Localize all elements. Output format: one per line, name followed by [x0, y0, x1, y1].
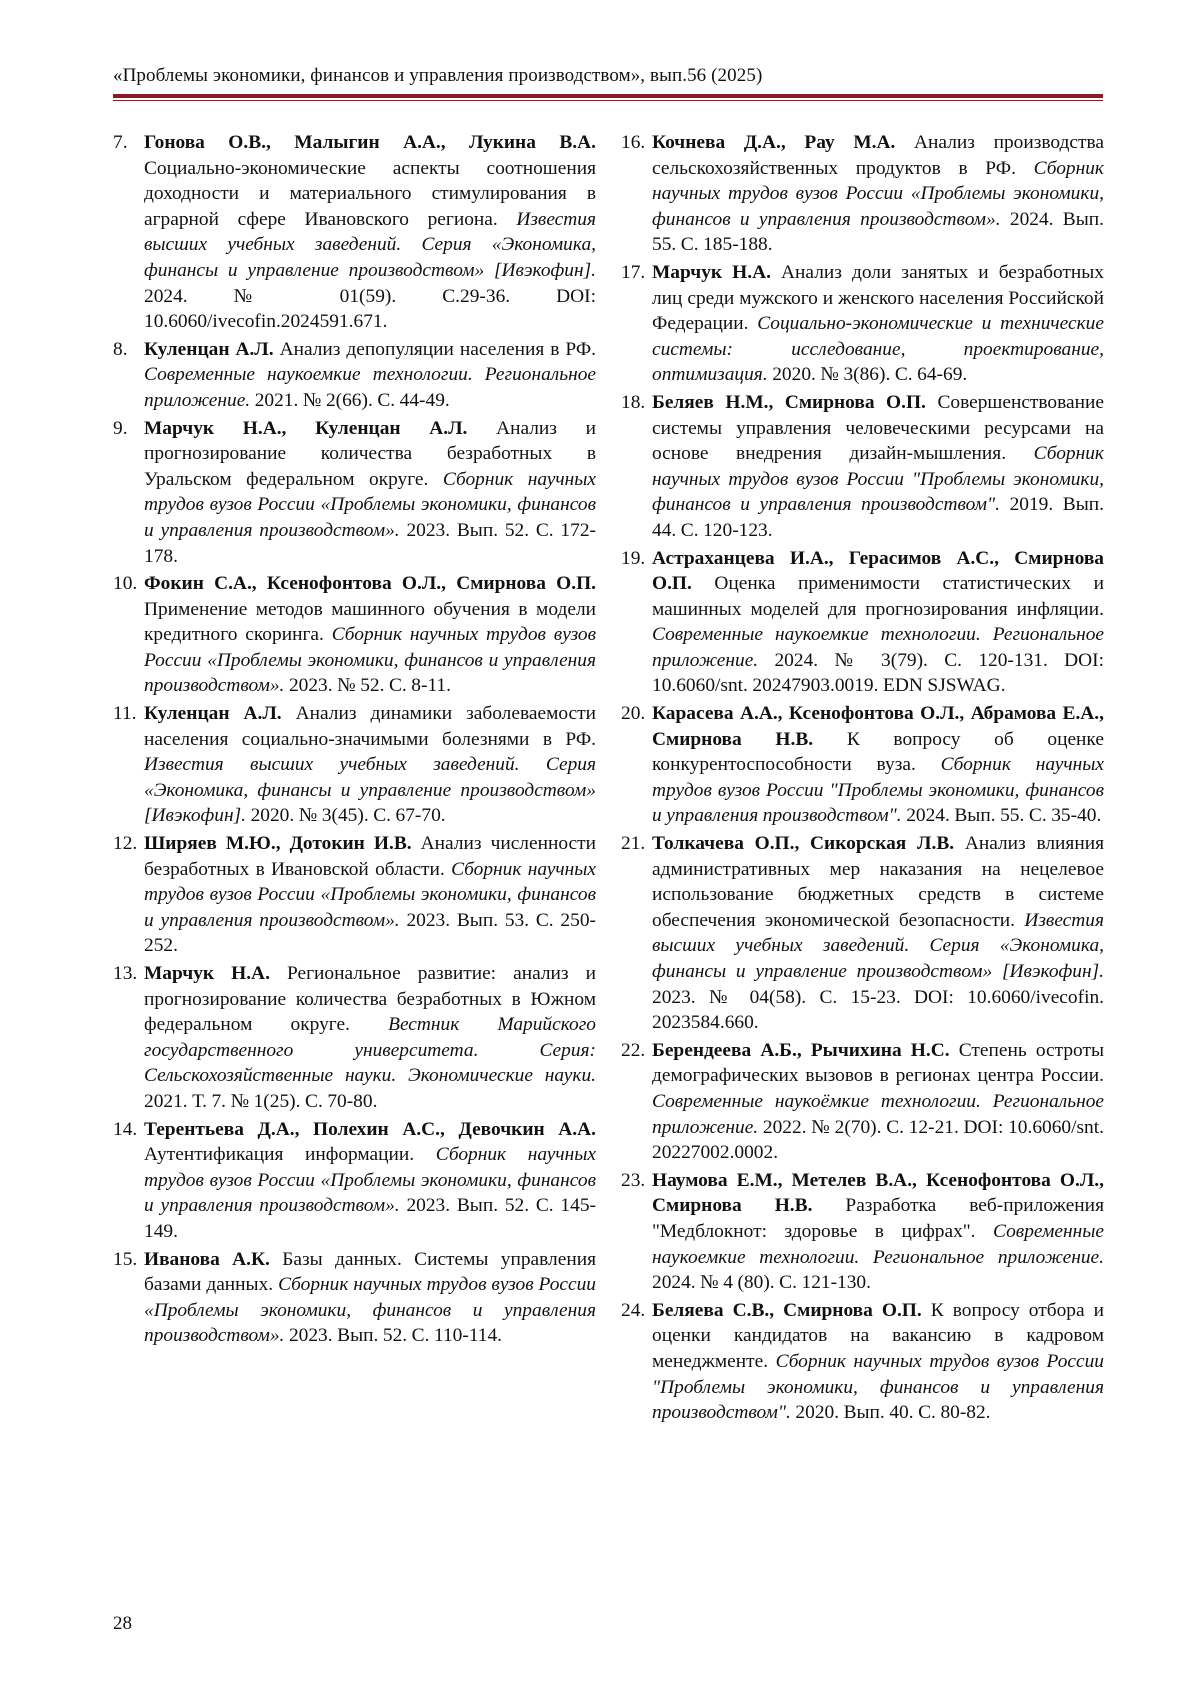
reference-details: 2023. Вып. 53. С. 250-252.	[144, 909, 596, 957]
reference-text	[144, 337, 596, 414]
references-right-column	[621, 130, 1104, 1428]
reference-title: Совершенствование системы управления человеческими ресурсами на основе внедрения дизайн-мышления.	[652, 391, 1104, 465]
reference-details: 2020. № 3(45). С. 67-70.	[250, 805, 446, 827]
reference-title: Анализ влияния административных мер наказания на нецелевое использование бюджетных средств в системе обеспечения экономической безопасности.	[652, 833, 1104, 931]
reference-source: Сборник научных трудов вузов России "Проблемы экономики, финансов и управления производством".	[652, 1350, 1104, 1424]
reference-item	[113, 1247, 596, 1349]
reference-source: Сборник научных трудов вузов России "Проблемы экономики, финансов и управления производством".	[652, 443, 1104, 516]
reference-source: Известия высших учебных заведений. Серия «Экономика, финансы и управление производством» [Ивэкофин].	[144, 208, 596, 281]
reference-title: Анализ доли занятых и безработных лиц среди мужского и женского населения Российской Федерации.	[652, 261, 1104, 335]
reference-text	[652, 130, 1104, 258]
reference-text	[144, 701, 596, 829]
reference-number: 22.	[621, 1039, 646, 1061]
reference-details: 2024. № 4 (80). С. 121-130.	[652, 1272, 871, 1294]
reference-text	[144, 961, 596, 1115]
reference-number: 10.	[113, 573, 138, 595]
reference-number: 23.	[621, 1169, 646, 1191]
reference-title: Анализ динамики заболеваемости населения социально-значимыми болезнями в РФ.	[144, 703, 596, 750]
reference-number: 19.	[621, 547, 646, 569]
reference-title: К вопросу об оценке конкурентоспособности вуза.	[652, 728, 1104, 776]
reference-details: 2020. № 3(86). С. 64-69.	[772, 364, 968, 386]
reference-authors: Марчук Н.А.	[652, 261, 771, 283]
reference-text	[144, 1117, 596, 1245]
reference-item	[113, 571, 596, 699]
header-rule-thin	[113, 100, 1103, 101]
reference-authors: Куленцан А.Л.	[144, 338, 274, 360]
reference-number: 11.	[113, 703, 137, 725]
reference-details: 2022. № 2(70). С. 12-21. DOI: 10.6060/snt. 20227002.0002.	[652, 1116, 1104, 1164]
running-header: «Проблемы экономики, финансов и управления производством», вып.56 (2025)	[113, 65, 763, 86]
reference-source: Сборник научных трудов вузов России «Проблемы экономики, финансов и управления производством».	[144, 1274, 596, 1347]
reference-authors: Кочнева Д.А., Рау М.А.	[652, 132, 896, 153]
reference-item	[113, 416, 596, 570]
reference-source: Сборник научных трудов вузов России «Проблемы экономики, финансов и управления производством».	[652, 157, 1104, 230]
reference-details: 2024. № 3(79). С. 120-131. DOI: 10.6060/snt. 20247903.0019. EDN SJSWAG.	[652, 649, 1104, 697]
reference-number: 7.	[113, 132, 128, 153]
reference-details: 2020. Вып. 40. С. 80-82.	[795, 1402, 991, 1424]
reference-details: 2024. Вып. 55. С. 185-188.	[652, 208, 1104, 256]
reference-text	[144, 831, 596, 959]
reference-number: 16.	[621, 132, 646, 153]
reference-details: 2023. № 04(58). С. 15-23. DOI: 10.6060/ivecofin. 2023584.660.	[652, 986, 1104, 1034]
reference-title: Аутентификация информации.	[144, 1144, 415, 1166]
header-rule-thick	[113, 94, 1103, 98]
reference-number: 15.	[113, 1248, 138, 1270]
reference-title: Региональное развитие: анализ и прогнозирование количества безработных в Южном федеральном округе.	[144, 963, 596, 1036]
reference-item	[621, 1038, 1104, 1166]
reference-details: 2024. № 01(59). С.29-36. DOI: 10.6060/ivecofin.2024591.671.	[144, 285, 596, 333]
reference-authors: Марчук Н.А., Куленцан А.Л.	[144, 417, 468, 439]
reference-item	[621, 546, 1104, 700]
page-number: 28	[113, 1613, 132, 1634]
reference-number: 20.	[621, 703, 646, 725]
reference-title: Разработка веб-приложения "Медблокнот: здоровье в цифрах".	[652, 1195, 1104, 1242]
reference-details: 2023. Вып. 52. С. 145-149.	[144, 1195, 596, 1242]
reference-authors: Гонова О.В., Малыгин А.А., Лукина В.А.	[144, 132, 596, 153]
reference-text	[652, 701, 1104, 829]
reference-title: Степень остроты демографических вызовов в регионах центра России.	[652, 1039, 1104, 1087]
reference-number: 12.	[113, 833, 138, 855]
reference-number: 9.	[113, 417, 128, 439]
reference-details: 2019. Вып. 44. С. 120-123.	[652, 494, 1104, 541]
reference-authors: Толкачева О.П., Сикорская Л.В.	[652, 833, 955, 855]
reference-text	[652, 1298, 1104, 1426]
reference-title: Оценка применимости статистических и машинных моделей для прогнозирования инфляции.	[652, 573, 1104, 620]
reference-authors: Астраханцева И.А., Герасимов А.С., Смирнова О.П.	[652, 547, 1104, 595]
reference-source: Сборник научных трудов вузов России «Проблемы экономики, финансов и управления производством».	[144, 624, 596, 697]
reference-item	[621, 260, 1104, 388]
reference-source: Известия высших учебных заведений. Серия «Экономика, финансы и управление производством» [Ивэкофин].	[144, 754, 596, 827]
reference-source: Известия высших учебных заведений. Серия «Экономика, финансы и управление производством» [Ивэкофин].	[652, 909, 1104, 982]
reference-details: 2024. Вып. 55. С. 35-40.	[906, 805, 1102, 827]
reference-source: Сборник научных трудов вузов России «Проблемы экономики, финансов и управления производством».	[144, 468, 596, 541]
reference-title: Анализ численности безработных в Ивановской области.	[144, 833, 596, 880]
reference-authors: Иванова А.К.	[144, 1248, 270, 1270]
reference-details: 2021. Т. 7. № 1(25). С. 70-80.	[144, 1090, 378, 1112]
reference-item	[113, 337, 596, 414]
reference-title: Анализ депопуляции населения в РФ.	[279, 338, 596, 360]
reference-source: Современные наукоемкие технологии. Региональное приложение.	[652, 1220, 1104, 1268]
reference-source: Сборник научных трудов вузов России «Проблемы экономики, финансов и управления производством».	[144, 1144, 596, 1217]
reference-item	[621, 390, 1104, 544]
reference-authors: Фокин С.А., Ксенофонтова О.Л., Смирнова О.П.	[144, 573, 596, 595]
reference-item	[113, 1117, 596, 1245]
reference-number: 21.	[621, 833, 646, 855]
reference-number: 8.	[113, 338, 128, 360]
reference-number: 17.	[621, 261, 646, 283]
reference-source: Социально-экономические и технические системы: исследование, проектирование, оптимизация.	[652, 313, 1104, 386]
reference-number: 14.	[113, 1118, 138, 1140]
reference-title: Базы данных. Системы управления базами данных.	[144, 1248, 596, 1296]
reference-source: Сборник научных трудов вузов России "Проблемы экономики, финансов и управления производством".	[652, 754, 1104, 827]
reference-title: Применение методов машинного обучения в модели кредитного скоринга.	[144, 598, 596, 646]
reference-item	[113, 130, 596, 335]
reference-text	[144, 1247, 596, 1349]
reference-source: Современные наукоемкие технологии. Региональное приложение.	[652, 624, 1104, 671]
reference-authors: Наумова Е.М., Метелев В.А., Ксенофонтова О.Л., Смирнова Н.В.	[652, 1169, 1104, 1217]
reference-item	[621, 701, 1104, 829]
reference-item	[113, 701, 596, 829]
reference-number: 13.	[113, 963, 138, 984]
reference-authors: Беляев Н.М., Смирнова О.П.	[652, 391, 926, 413]
reference-item	[621, 1298, 1104, 1426]
reference-title: Анализ производства сельскохозяйственных продуктов в РФ.	[652, 132, 1104, 179]
references-left-column	[113, 130, 596, 1351]
reference-authors: Беляева С.В., Смирнова О.П.	[652, 1299, 922, 1321]
reference-item	[621, 130, 1104, 258]
reference-details: 2023. Вып. 52. С. 172-178.	[144, 519, 596, 567]
reference-authors: Марчук Н.А.	[144, 963, 270, 984]
reference-authors: Ширяев М.Ю., Дотокин И.В.	[144, 833, 412, 855]
reference-authors: Берендеева А.Б., Рычихина Н.С.	[652, 1039, 950, 1061]
reference-authors: Терентьева Д.А., Полехин А.С., Девочкин А.А.	[144, 1118, 596, 1140]
reference-title: Анализ и прогнозирование количества безработных в Уральском федеральном округе.	[144, 417, 596, 490]
reference-text	[652, 260, 1104, 388]
reference-text	[652, 831, 1104, 1036]
reference-source: Современные наукоёмкие технологии. Региональное приложение.	[652, 1090, 1104, 1138]
reference-item	[621, 831, 1104, 1036]
reference-text	[652, 1038, 1104, 1166]
reference-number: 24.	[621, 1299, 646, 1321]
reference-item	[113, 961, 596, 1115]
reference-text	[652, 546, 1104, 700]
reference-text	[144, 571, 596, 699]
reference-title: Социально-экономические аспекты соотношения доходности и материального стимулирования в аграрной сфере Ивановского региона.	[144, 157, 596, 230]
reference-source: Вестник Марийского государственного университета. Серия: Сельскохозяйственные науки. Экономические науки.	[144, 1014, 596, 1087]
reference-item	[621, 1168, 1104, 1296]
reference-details: 2023. № 52. С. 8-11.	[288, 675, 451, 697]
reference-source: Сборник научных трудов вузов России «Проблемы экономики, финансов и управления производством».	[144, 858, 596, 931]
reference-source: Современные наукоемкие технологии. Региональное приложение.	[144, 364, 596, 411]
reference-text	[652, 1168, 1104, 1296]
reference-text	[144, 130, 596, 335]
reference-text	[652, 390, 1104, 544]
reference-details: 2021. № 2(66). С. 44-49.	[254, 389, 450, 411]
reference-authors: Куленцан А.Л.	[144, 703, 282, 725]
reference-item	[113, 831, 596, 959]
reference-number: 18.	[621, 391, 646, 413]
reference-details: 2023. Вып. 52. С. 110-114.	[288, 1325, 503, 1347]
reference-title: К вопросу отбора и оценки кандидатов на вакансию в кадровом менеджменте.	[652, 1299, 1104, 1372]
reference-text	[144, 416, 596, 570]
reference-authors: Карасева А.А., Ксенофонтова О.Л., Абрамова Е.А., Смирнова Н.В.	[652, 703, 1104, 750]
